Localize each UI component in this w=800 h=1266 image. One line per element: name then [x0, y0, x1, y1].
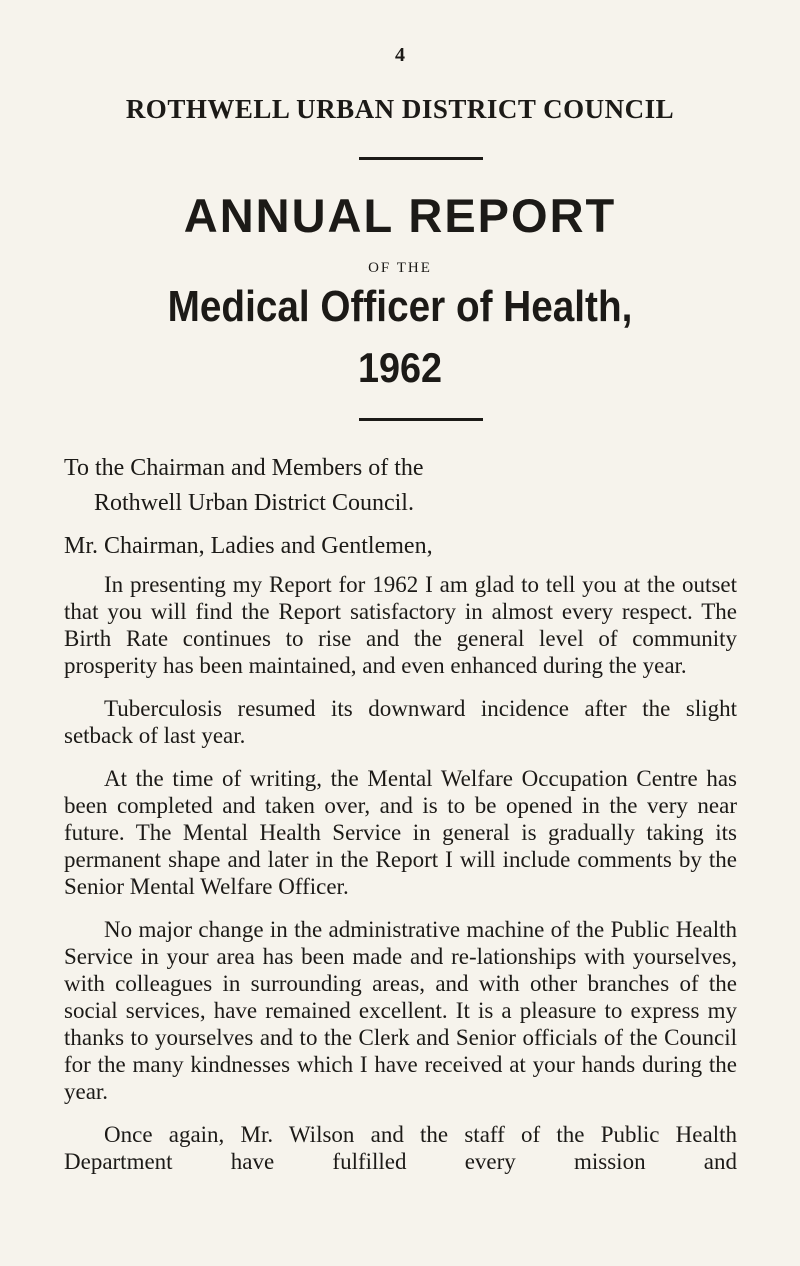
addressee-line: Rothwell Urban District Council. — [94, 490, 414, 516]
letter-body — [64, 571, 737, 1191]
divider-rule — [359, 418, 483, 421]
page-number: 4 — [395, 44, 405, 66]
addressee-line: To the Chairman and Members of the — [64, 455, 424, 481]
body-paragraph: Once again, Mr. Wilson and the staff of the Public Health Department have fulfilled every mission and — [64, 1122, 737, 1174]
body-paragraph: Tuberculosis resumed its downward incidence after the slight setback of last year. — [64, 696, 737, 748]
divider-rule — [359, 157, 483, 160]
report-year: 1962 — [357, 344, 443, 391]
body-paragraph: No major change in the administrative machine of the Public Health Service in your area has been made and re-lationships with yourselves, with colleagues in surrounding areas, and with other branches of the social services, have remained excellent. It is a pleasure to express my thanks to yourselves and to the Clerk and Senior officials of the Council for the many kindnesses which I have received at your hands during the year. — [64, 917, 737, 1104]
of-the-label: OF THE — [368, 260, 432, 276]
council-heading: ROTHWELL URBAN DISTRICT COUNCIL — [125, 94, 675, 124]
salutation: Mr. Chairman, Ladies and Gentlemen, — [64, 533, 433, 559]
addressee-block — [64, 451, 764, 521]
body-paragraph: At the time of writing, the Mental Welfare Occupation Centre has been completed and taken over, and is to be opened in the very near future. The Mental Health Service in general is gradually taking its permanent shape and later in the Report I will include comments by the Senior Mental Welfare Officer. — [64, 766, 737, 899]
body-paragraph: In presenting my Report for 1962 I am glad to tell you at the outset that you will find the Report satisfactory in almost every respect. The Birth Rate continues to rise and the general level of community prosperity has been maintained, and even enhanced during the year. — [64, 572, 737, 678]
medical-officer-title: Medical Officer of Health, — [167, 282, 633, 331]
report-title: ANNUAL REPORT — [183, 189, 617, 242]
